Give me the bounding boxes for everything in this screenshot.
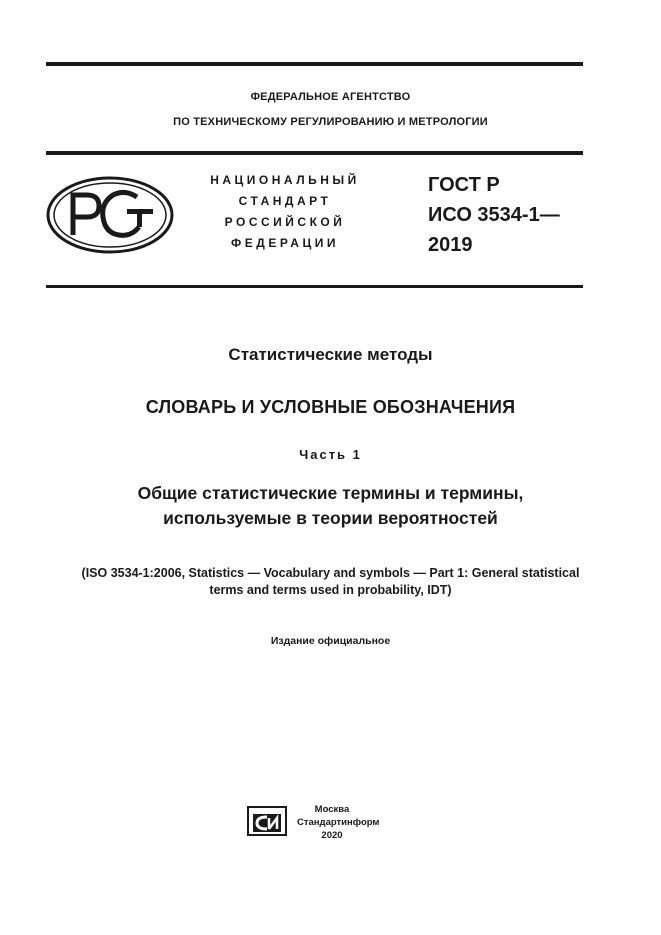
- block-rule: [46, 285, 583, 288]
- gost-r-logo-icon: [45, 175, 175, 255]
- national-line-4: ФЕДЕРАЦИИ: [231, 236, 339, 250]
- agency-line-2: ПО ТЕХНИЧЕСКОМУ РЕГУЛИРОВАНИЮ И МЕТРОЛОГИИ: [173, 116, 488, 128]
- national-line-2: СТАНДАРТ: [238, 194, 332, 208]
- publisher-city: Москва: [314, 804, 350, 815]
- standartinform-logo: [247, 806, 287, 841]
- gost-line-1: ГОСТ Р: [428, 174, 500, 196]
- header-rule: [46, 151, 583, 155]
- part-label: Часть 1: [299, 447, 362, 462]
- gost-r-logo: [45, 175, 175, 260]
- publisher-name: Стандартинформ: [297, 817, 380, 828]
- gost-line-3: 2019: [428, 234, 473, 256]
- iso-reference-line-2: terms and terms used in probability, IDT): [209, 583, 452, 597]
- standartinform-logo-icon: [247, 806, 287, 836]
- national-line-3: РОССИЙСКОЙ: [224, 215, 346, 229]
- top-rule: [46, 62, 583, 66]
- gost-designation: [428, 170, 560, 260]
- national-standard-label: [200, 170, 370, 254]
- official-edition: Издание официальное: [270, 635, 391, 647]
- part-title-line-2: используемые в теории вероятностей: [163, 508, 498, 528]
- iso-reference-line-1: (ISO 3534-1:2006, Statistics — Vocabulary and symbols — Part 1: General statistical: [81, 566, 580, 580]
- subject-title: Статистические методы: [228, 345, 433, 364]
- main-title: СЛОВАРЬ И УСЛОВНЫЕ ОБОЗНАЧЕНИЯ: [145, 397, 516, 417]
- gost-line-2: ИСО 3534-1—: [428, 204, 560, 226]
- publisher-year: 2020: [321, 830, 343, 841]
- publisher-block: [297, 803, 380, 842]
- agency-line-1: ФЕДЕРАЛЬНОЕ АГЕНТСТВО: [250, 91, 411, 103]
- part-title-line-1: Общие статистические термины и термины,: [137, 483, 524, 503]
- national-line-1: НАЦИОНАЛЬНЫЙ: [210, 173, 360, 187]
